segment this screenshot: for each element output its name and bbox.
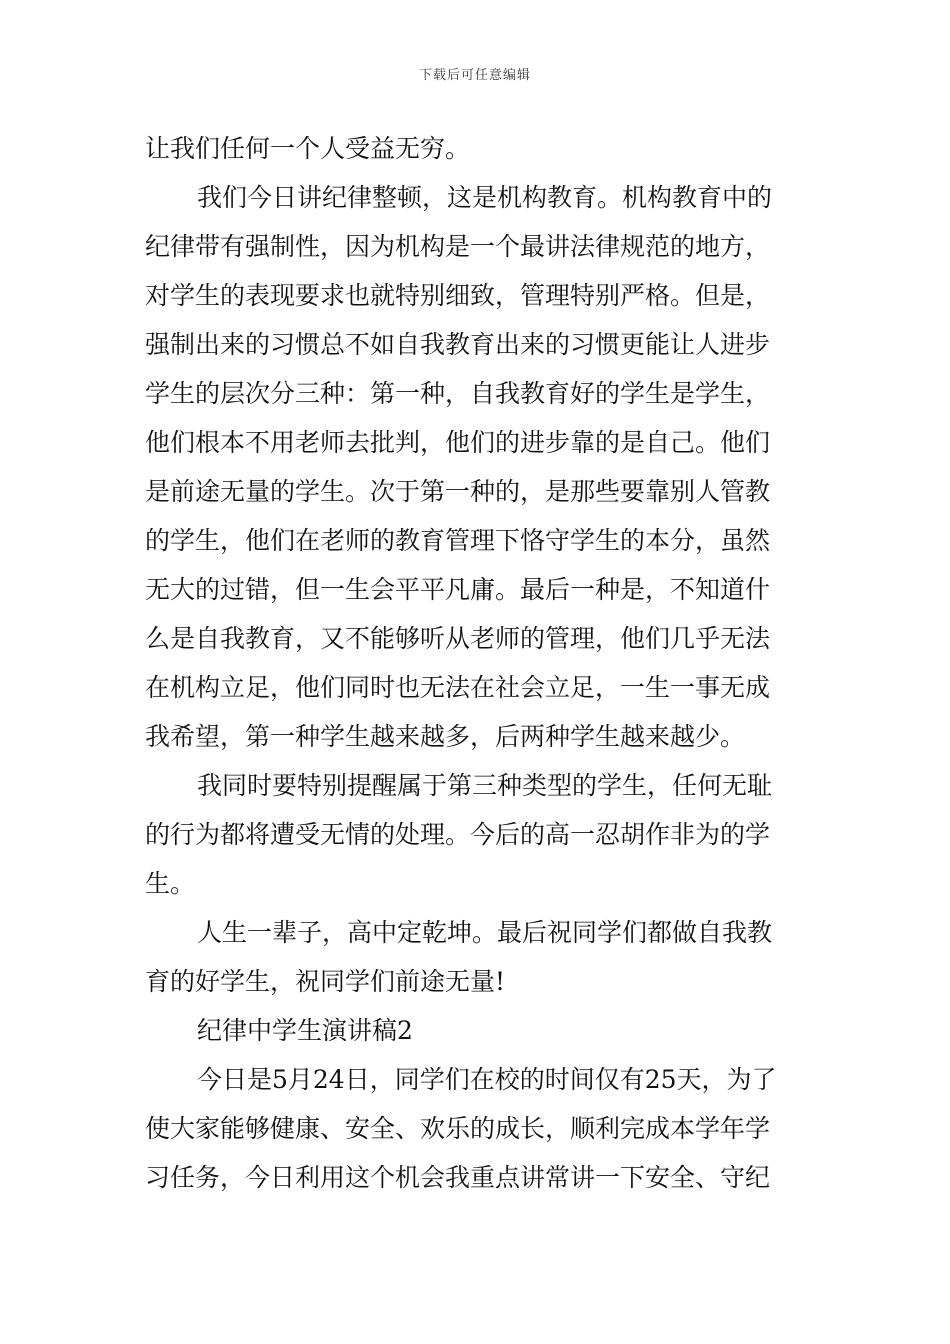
text-line: 使大家能够健康、安全、欢乐的成长，顺利完成本学年学 xyxy=(145,1114,771,1143)
text-line: 我希望，第一种学生越来越多，后两种学生越来越少。 xyxy=(145,722,746,751)
section-title: 纪律中学生演讲稿2 xyxy=(197,1016,413,1045)
text-line: 他们根本不用老师去批判，他们的进步靠的是自己。他们 xyxy=(145,428,771,457)
text-line: 育的好学生，祝同学们前途无量! xyxy=(145,967,506,996)
text-line: 习任务，今日利用这个机会我重点讲常讲一下安全、守纪 xyxy=(145,1163,771,1192)
document-body xyxy=(145,124,810,1202)
text-line: 么是自我教育，又不能够听从老师的管理，他们几乎无法 xyxy=(145,624,771,653)
text-line: 让我们任何一个人受益无穷。 xyxy=(145,134,471,163)
page-header-note: 下载后可任意编辑 xyxy=(418,68,531,83)
text-line: 生。 xyxy=(145,869,196,898)
text-line: 学生的层次分三种：第一种，自我教育好的学生是学生， xyxy=(145,379,771,408)
paragraph-start-line: 人生一辈子，高中定乾坤。最后祝同学们都做自我教 xyxy=(197,918,773,947)
paragraph-start-line: 我们今日讲纪律整顿，这是机构教育。机构教育中的 xyxy=(197,183,773,212)
text-line: 是前途无量的学生。次于第一种的，是那些要靠别人管教 xyxy=(145,477,771,506)
text-line: 的学生，他们在老师的教育管理下恪守学生的本分，虽然 xyxy=(145,526,771,555)
text-line: 的行为都将遭受无情的处理。今后的高一忍胡作非为的学 xyxy=(145,820,771,849)
paragraph-start-line: 今日是5月24日，同学们在校的时间仅有25天，为了 xyxy=(197,1065,777,1094)
text-line: 在机构立足，他们同时也无法在社会立足，一生一事无成 xyxy=(145,673,771,702)
text-line: 强制出来的习惯总不如自我教育出来的习惯更能让人进步 xyxy=(145,330,771,359)
text-line: 无大的过错，但一生会平平凡庸。最后一种是，不知道什 xyxy=(145,575,771,604)
text-line: 对学生的表现要求也就特别细致，管理特别严格。但是， xyxy=(145,281,771,310)
paragraph-start-line: 我同时要特别提醒属于第三种类型的学生，任何无耻 xyxy=(197,771,773,800)
text-line: 纪律带有强制性，因为机构是一个最讲法律规范的地方， xyxy=(145,232,771,261)
